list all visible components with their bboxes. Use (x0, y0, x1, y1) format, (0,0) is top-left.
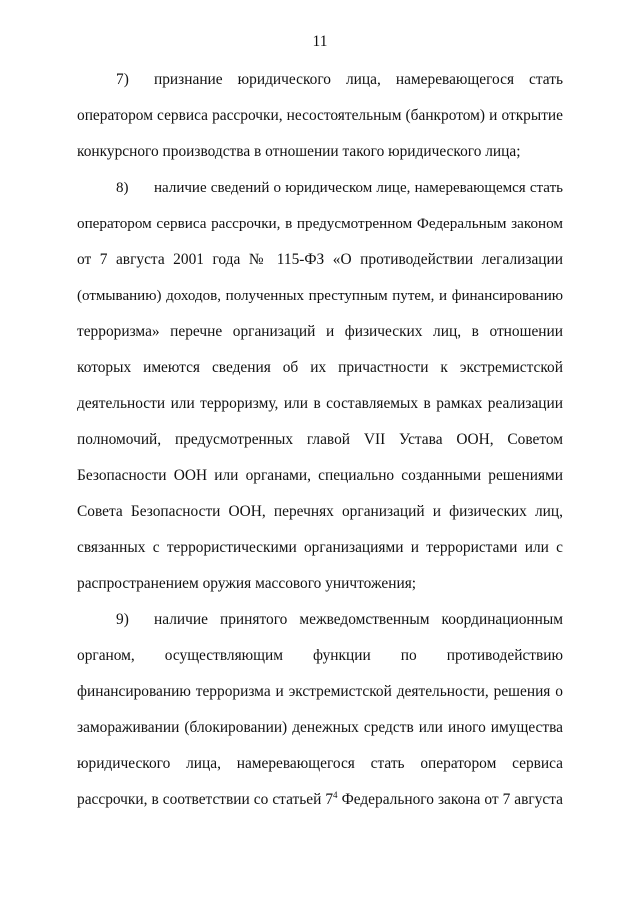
item-9-text-line-1: наличие принятого межведомственным координационным (154, 611, 563, 628)
item-9-text-line-3: финансированию терроризма и экстремистской деятельности, решения о (77, 683, 563, 700)
item-8-number: 8) (116, 180, 129, 196)
item-9-text-line-6-start: рассрочки, в соответствии со статьей 7 (77, 791, 334, 808)
item-7-text-line-1: признание юридического лица, намеревающегося стать (154, 71, 563, 88)
item-8-text-line-6: которых имеются сведения об их причастности к экстремистской (77, 359, 563, 376)
item-9-text-line-5: юридического лица, намеревающегося стать оператором сервиса (77, 755, 563, 772)
item-8-text-line-5: терроризма» перечне организаций и физических лиц, в отношении (77, 323, 563, 340)
item-7-text-line-2: оператором сервиса рассрочки, несостоятельным (банкротом) и открытие (77, 107, 563, 124)
item-8-text-line-9: Безопасности ООН или органами, специально созданными решениями (77, 467, 563, 484)
item-9-text-line-4: замораживании (блокировании) денежных средств или иного имущества (77, 719, 563, 736)
item-8-text-line-1: наличие сведений о юридическом лице, намеревающемся стать (154, 180, 563, 196)
item-8-text-line-12: распространением оружия массового уничтожения; (77, 575, 417, 592)
item-8-text-line-2: оператором сервиса рассрочки, в предусмотренном Федеральным законом (77, 215, 563, 232)
item-9-number: 9) (116, 611, 129, 628)
item-8-text-line-11: связанных с террористическими организациями и террористами или с (77, 539, 563, 556)
item-8-text-line-4: (отмыванию) доходов, полученных преступным путем, и финансированию (77, 288, 563, 304)
item-9-text-line-6-end: Федерального закона от 7 августа (337, 791, 563, 808)
page-number: 11 (312, 33, 328, 50)
item-8-text-line-8: полномочий, предусмотренных главой VII Устава ООН, Советом (77, 431, 563, 448)
item-9-line-1 (77, 610, 563, 630)
item-9-text-line-6 (77, 790, 563, 810)
item-8-text-line-7: деятельности или терроризму, или в составляемых в рамках реализации (77, 395, 563, 412)
item-7-number: 7) (116, 71, 129, 88)
item-8-text-line-10: Совета Безопасности ООН, перечнях организаций и физических лиц, (77, 503, 563, 520)
item-8-line-1 (77, 178, 563, 198)
item-7-text-line-3: конкурсного производства в отношении такого юридического лица; (77, 143, 521, 160)
item-8-text-line-3: от 7 августа 2001 года № 115-ФЗ «О противодействии легализации (77, 251, 563, 268)
item-9-text-line-2: органом, осуществляющим функции по противодействию (77, 647, 563, 664)
item-7-line-1 (77, 70, 563, 90)
footnote-superscript: 4 (333, 790, 338, 800)
